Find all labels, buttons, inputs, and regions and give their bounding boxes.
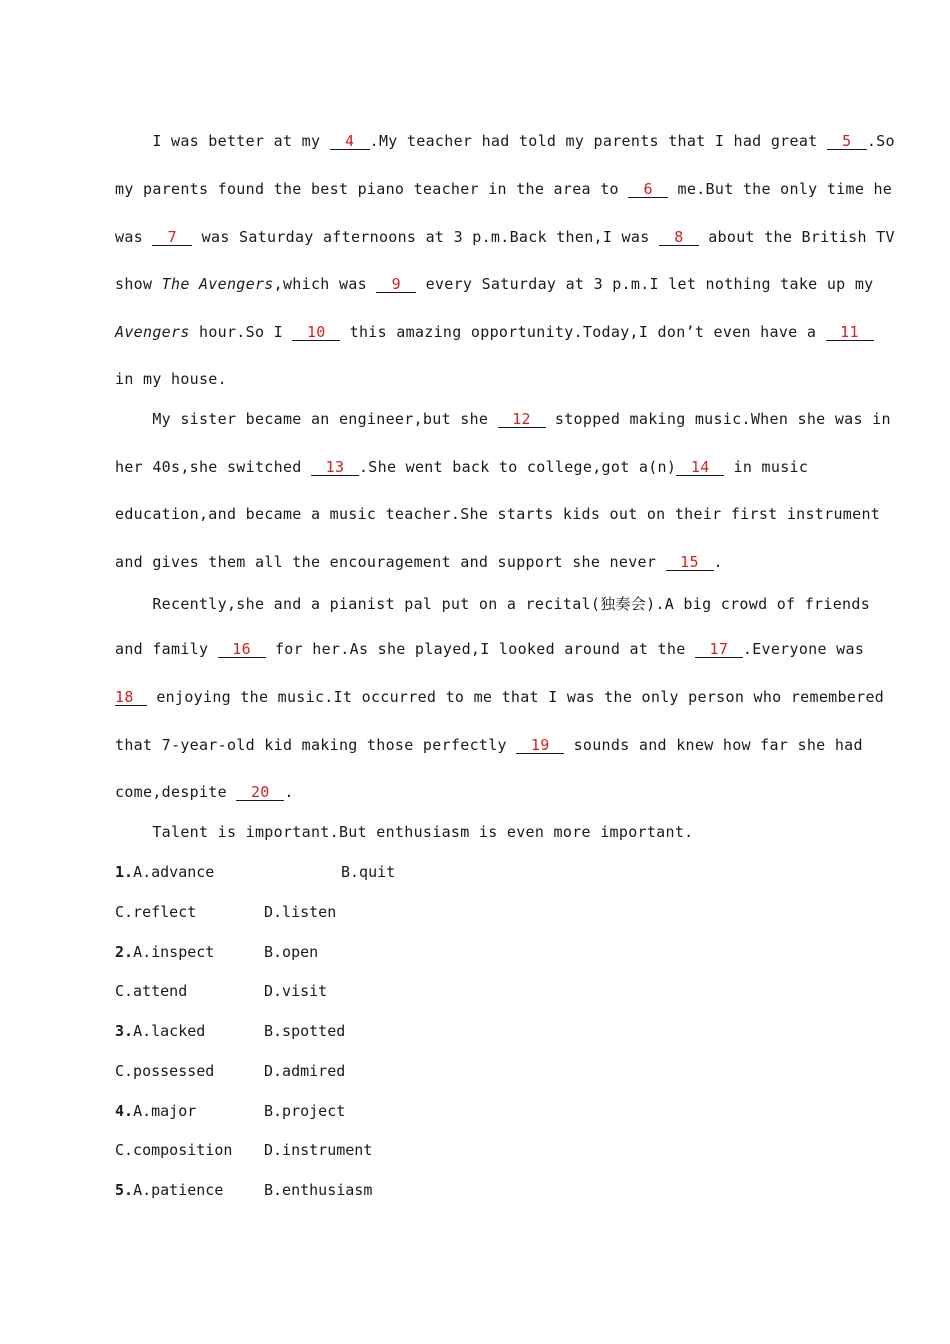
question-number: 2. <box>115 943 134 961</box>
blank-16[interactable]: 16 <box>218 641 266 658</box>
passage-line: Talent is important.But enthusiasm is even more important. <box>115 823 694 841</box>
blank-5[interactable]: 5 <box>827 133 867 150</box>
italic-title: Avengers <box>115 323 190 341</box>
option-a[interactable]: A.advance <box>133 863 215 881</box>
text: My sister became an engineer,but she <box>115 410 498 428</box>
passage-line <box>115 783 835 801</box>
text: stopped making music.When she was in <box>545 410 891 428</box>
option-d[interactable]: D.admired <box>264 1062 346 1080</box>
text: this amazing opportunity.Today,I don’t even have a <box>340 323 826 341</box>
text: hour.So I <box>189 323 293 341</box>
passage-line: Recently,she and a pianist pal put on a recital(独奏会).A big crowd of friends <box>115 595 871 613</box>
passage-line <box>115 640 874 658</box>
text: my parents found the best piano teacher in the area to <box>115 180 629 198</box>
option-d[interactable]: D.listen <box>264 903 337 921</box>
text: . <box>713 553 723 571</box>
passage-line <box>115 736 863 754</box>
text: and gives them all the encouragement and support she never <box>115 553 666 571</box>
text: sounds and knew how far she had <box>564 736 863 754</box>
blank-17[interactable]: 17 <box>695 641 743 658</box>
blank-18[interactable]: 18 <box>115 689 147 706</box>
passage-line: education,and became a music teacher.She starts kids out on their first instrument <box>115 505 881 523</box>
text: I was better at my <box>115 132 330 150</box>
passage-line: in my house. <box>115 370 227 388</box>
text: every Saturday at 3 p.m.I let nothing take up my <box>416 275 874 293</box>
question-4 <box>115 1102 196 1120</box>
text: was Saturday afternoons at 3 p.m.Back then,I was <box>192 228 659 246</box>
question-5 <box>115 1181 223 1199</box>
option-b[interactable]: B.enthusiasm <box>264 1181 373 1199</box>
blank-20[interactable]: 20 <box>236 784 284 801</box>
option-c[interactable]: C.possessed <box>115 1062 215 1080</box>
blank-14[interactable]: 14 <box>676 459 724 476</box>
blank-9[interactable]: 9 <box>376 276 416 293</box>
option-b[interactable]: B.quit <box>341 863 396 881</box>
passage-line <box>115 458 835 476</box>
option-c[interactable]: C.reflect <box>115 903 197 921</box>
option-a[interactable]: A.lacked <box>133 1022 206 1040</box>
option-c[interactable]: C.composition <box>115 1141 233 1159</box>
passage-line <box>115 228 895 246</box>
option-a[interactable]: A.major <box>133 1102 197 1120</box>
blank-19[interactable]: 19 <box>516 737 564 754</box>
question-2 <box>115 943 214 961</box>
text: about the British TV <box>698 228 895 246</box>
option-d[interactable]: D.instrument <box>264 1141 373 1159</box>
blank-7[interactable]: 7 <box>152 229 192 246</box>
passage-line <box>115 323 859 341</box>
blank-12[interactable]: 12 <box>498 411 546 428</box>
question-1 <box>115 863 214 881</box>
blank-8[interactable]: 8 <box>659 229 699 246</box>
option-b[interactable]: B.spotted <box>264 1022 346 1040</box>
text: me.But the only time he <box>668 180 893 198</box>
text: .She went back to college,got a(n) <box>358 458 677 476</box>
text: ,which was <box>273 275 377 293</box>
text: her 40s,she switched <box>115 458 311 476</box>
text: was <box>115 228 153 246</box>
text: .Everyone was <box>742 640 874 658</box>
passage-line <box>115 180 893 198</box>
option-a[interactable]: A.inspect <box>133 943 215 961</box>
passage-line <box>115 132 895 150</box>
text: that 7-year-old kid making those perfectly <box>115 736 517 754</box>
option-b[interactable]: B.project <box>264 1102 346 1120</box>
option-a[interactable]: A.patience <box>133 1181 224 1199</box>
text: for her.As she played,I looked around at the <box>265 640 695 658</box>
blank-13[interactable]: 13 <box>311 459 359 476</box>
question-number: 1. <box>115 863 134 881</box>
text: enjoying the music.It occurred to me that I was the only person who remembered <box>147 688 885 706</box>
text: show <box>115 275 162 293</box>
blank-6[interactable]: 6 <box>628 181 668 198</box>
question-number: 4. <box>115 1102 134 1120</box>
question-number: 5. <box>115 1181 134 1199</box>
text: .My teacher had told my parents that I had great <box>369 132 827 150</box>
passage-line <box>115 688 885 706</box>
question-number: 3. <box>115 1022 134 1040</box>
option-c[interactable]: C.attend <box>115 982 188 1000</box>
blank-4[interactable]: 4 <box>330 133 370 150</box>
blank-15[interactable]: 15 <box>666 554 714 571</box>
blank-10[interactable]: 10 <box>292 324 340 341</box>
text: .So <box>866 132 895 150</box>
passage-line <box>115 275 874 293</box>
text: in music <box>724 458 809 476</box>
text: come,despite <box>115 783 237 801</box>
passage-line <box>115 410 891 428</box>
question-3 <box>115 1022 205 1040</box>
option-b[interactable]: B.open <box>264 943 319 961</box>
passage-line <box>115 553 835 571</box>
italic-title: The Avengers <box>161 275 274 293</box>
option-d[interactable]: D.visit <box>264 982 328 1000</box>
text: . <box>284 783 294 801</box>
blank-11[interactable]: 11 <box>826 324 874 341</box>
text: and family <box>115 640 218 658</box>
